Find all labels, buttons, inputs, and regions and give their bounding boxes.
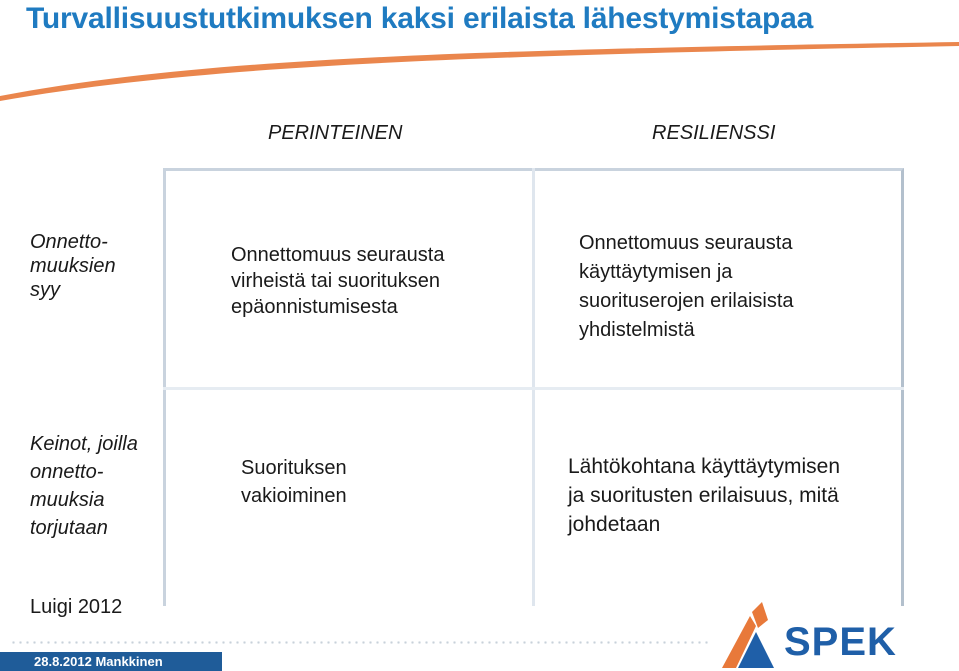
cell-line: Onnettomuus seurausta bbox=[231, 244, 445, 266]
footer-date-author: 28.8.2012 Mankkinen bbox=[0, 652, 222, 671]
spek-logo-text: SPEK bbox=[784, 620, 897, 664]
row-header-line: Onnetto- bbox=[30, 231, 108, 253]
cell-line: Suorituksen bbox=[241, 457, 347, 479]
cell-line: ja suoritusten erilaisuus, mitä bbox=[568, 484, 839, 507]
column-header-traditional: PERINTEINEN bbox=[268, 122, 403, 144]
cell-line: suorituserojen erilaisista bbox=[579, 290, 794, 312]
cell-line: johdetaan bbox=[568, 513, 661, 536]
cell-traditional-cause bbox=[231, 242, 444, 320]
cell-line: vakioiminen bbox=[241, 485, 347, 507]
cell-line: yhdistelmistä bbox=[579, 319, 695, 341]
row-header-line: muuksia bbox=[30, 489, 105, 511]
row-header-line: syy bbox=[30, 279, 60, 301]
slide-title: Turvallisuustutkimuksen kaksi erilaista lähestymistapaa bbox=[26, 2, 814, 35]
column-header-resilience: RESILIENSSI bbox=[652, 122, 776, 144]
orange-swoosh-decoration bbox=[0, 0, 959, 120]
row-header-line: torjutaan bbox=[30, 517, 108, 539]
cell-line: Onnettomuus seurausta bbox=[579, 232, 793, 254]
cell-line: Lähtökohtana käyttäytymisen bbox=[568, 455, 840, 478]
cell-resilience-cause bbox=[579, 229, 794, 345]
row-header-cause bbox=[30, 230, 116, 302]
cell-resilience-prevention bbox=[568, 452, 840, 539]
dotted-divider bbox=[10, 641, 710, 644]
row-header-line: onnetto- bbox=[30, 461, 104, 483]
source-citation: Luigi 2012 bbox=[30, 596, 123, 618]
cell-line: epäonnistumisesta bbox=[231, 296, 398, 318]
cell-line: käyttäytymisen ja bbox=[579, 261, 733, 283]
cell-traditional-prevention bbox=[241, 454, 347, 510]
grid-row-divider bbox=[163, 387, 904, 390]
row-header-prevention bbox=[30, 430, 138, 542]
cell-line: virheistä tai suorituksen bbox=[231, 270, 440, 292]
row-header-line: Keinot, joilla bbox=[30, 433, 138, 455]
row-header-line: muuksien bbox=[30, 255, 116, 277]
